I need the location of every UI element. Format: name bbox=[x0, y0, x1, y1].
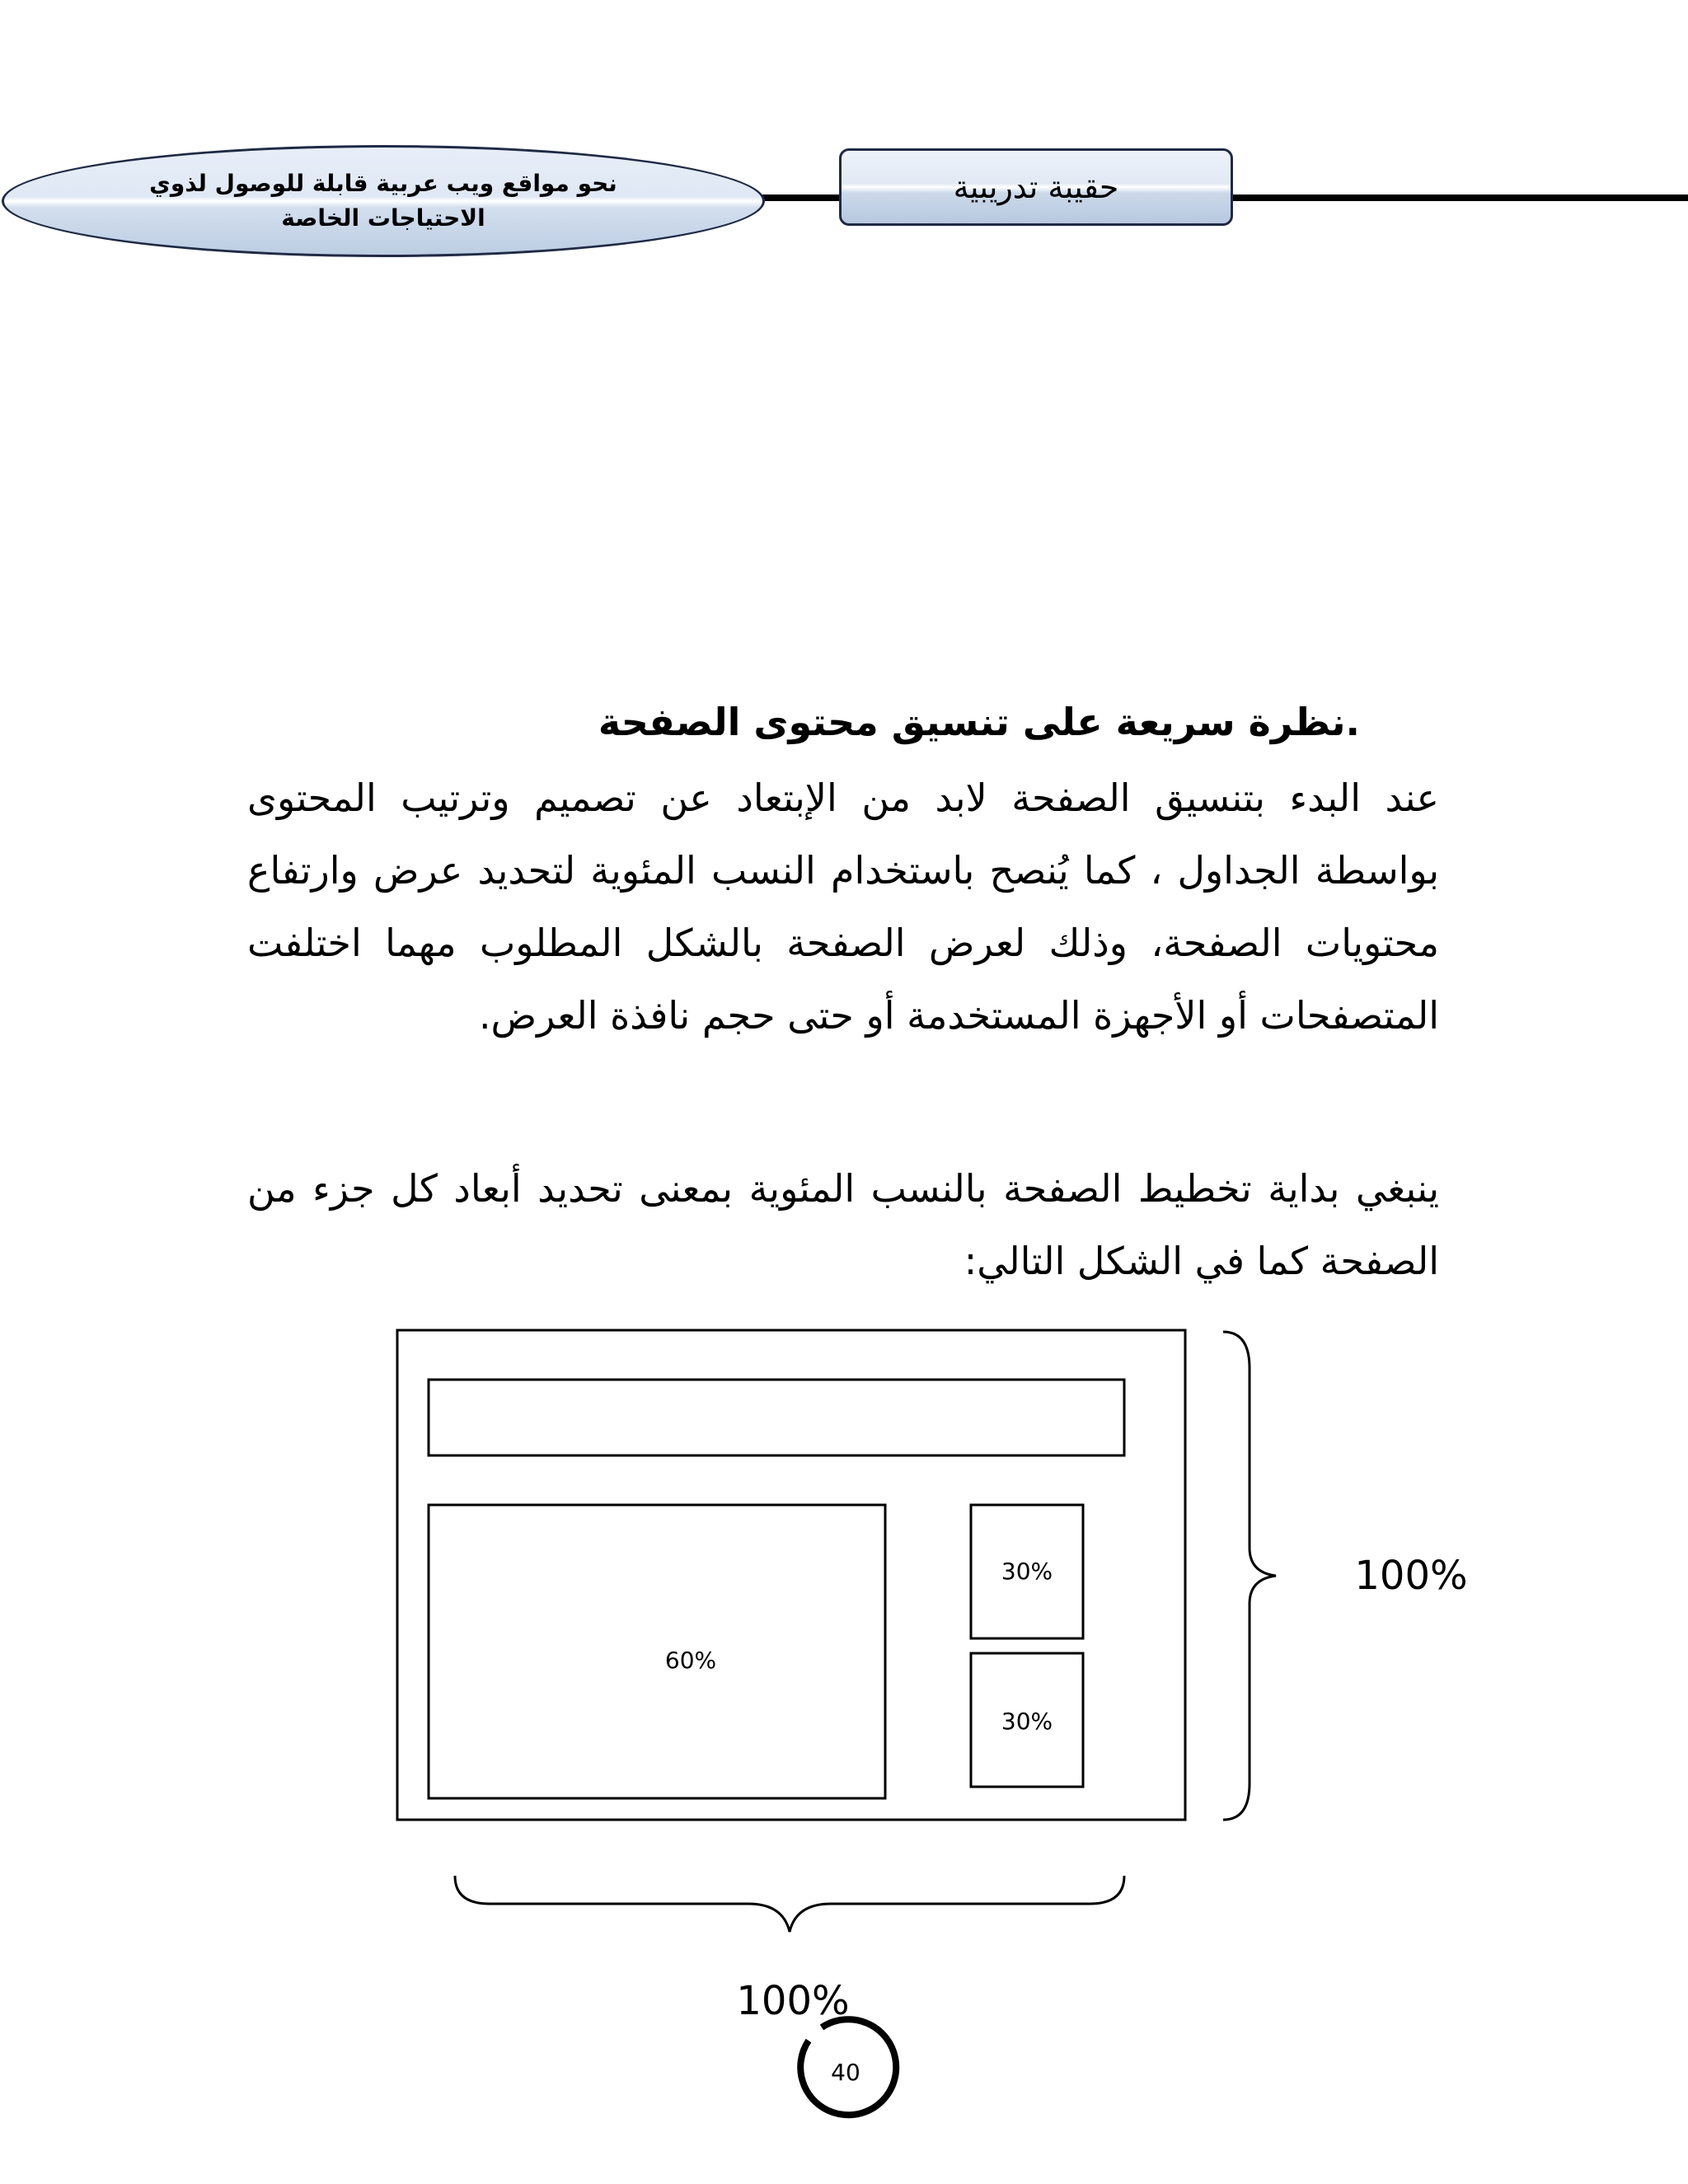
width-label: 100% bbox=[736, 1978, 850, 2024]
height-label: 100% bbox=[1354, 1553, 1468, 1599]
main-content-box bbox=[429, 1505, 885, 1798]
paragraph-2: ينبغي بداية تخطيط الصفحة بالنسب المئوية بمعنى تحديد أبعاد كل جزء من الصفحة كما في الشكل التالي: bbox=[247, 1166, 1439, 1283]
paragraph-1: عند البدء بتنسيق الصفحة لابد من الإبتعاد عن تصميم وترتيب المحتوى بواسطة الجداول ، كما يُنصح باستخدام النسب المئوية لتحديد عرض وارتفاع محتويات الصفحة، وذلك لعرض الصفحة بالشكل المطلوب مهما اختلفت المتصفحات أو الأجهزة المستخدمة أو حتى حجم نافذة العرض. bbox=[247, 776, 1439, 1038]
main-content-label: 60% bbox=[664, 1647, 717, 1674]
height-brace bbox=[1223, 1332, 1276, 1820]
header-badge-label: حقيبة تدريبية bbox=[953, 169, 1119, 205]
page-number: 40 bbox=[831, 2059, 860, 2086]
page-outline-box bbox=[397, 1330, 1185, 1820]
header-region-box bbox=[429, 1380, 1124, 1455]
section-title: .نظرة سريعة على تنسيق محتوى الصفحة bbox=[598, 700, 1360, 744]
side-bottom-label: 30% bbox=[1001, 1708, 1053, 1735]
width-brace bbox=[455, 1876, 1124, 1932]
header-subtitle: نحو مواقع ويب عربية قابلة للوصول لذوي الاحتياجات الخاصة bbox=[149, 170, 617, 232]
side-top-label: 30% bbox=[1001, 1558, 1053, 1585]
